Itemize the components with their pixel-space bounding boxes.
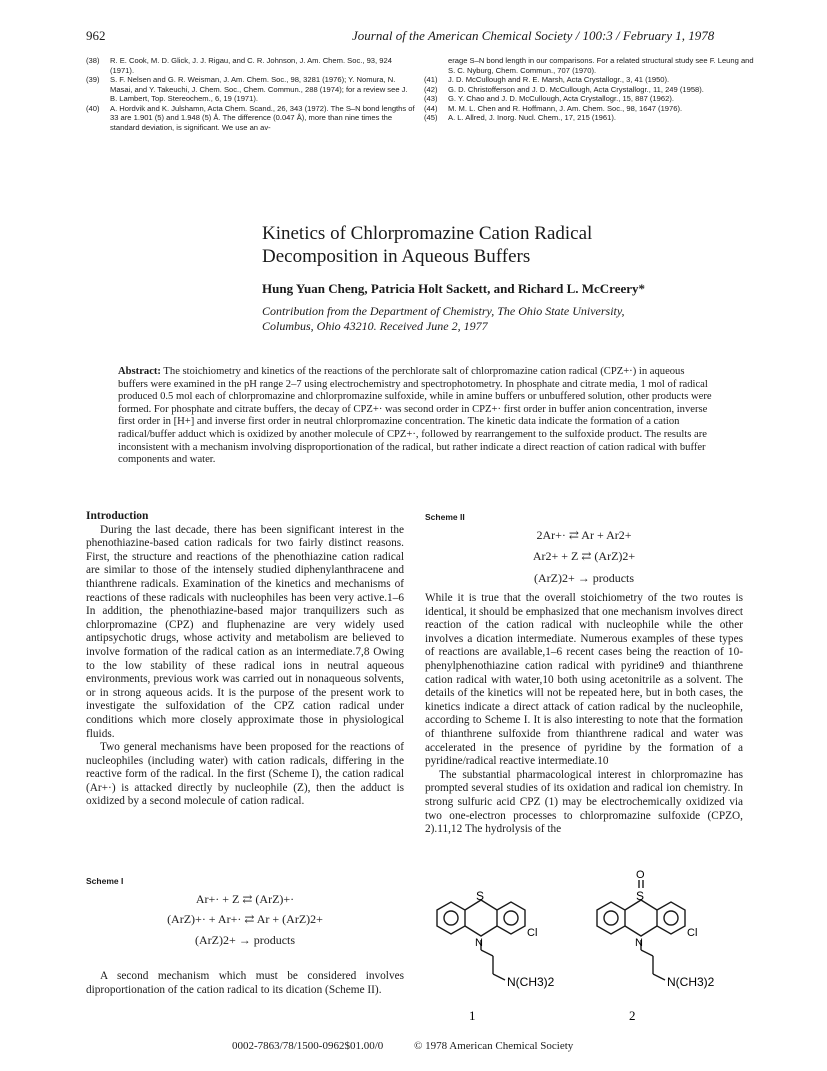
atom-S-2: S	[636, 889, 645, 903]
scheme-1-equation-1: Ar+· + Z ⇄ (ArZ)+·	[195, 892, 295, 906]
abstract	[118, 366, 714, 467]
reference-45: (45) A. L. Allred, J. Inorg. Nucl. Chem., 17, 215 (1961).	[424, 113, 616, 122]
reference-44: (44) M. M. L. Chen and R. Hoffmann, J. Am. Chem. Soc., 98, 1647 (1976).	[424, 103, 683, 113]
chemical-structures	[425, 870, 755, 1030]
references-left	[86, 56, 416, 132]
atom-N-2: N	[635, 937, 643, 949]
reference-41: (41) J. D. McCullough and R. E. Marsh, Acta Crystallogr., 3, 41 (1950).	[424, 75, 670, 84]
scheme-2-equation-1: 2Ar+· ⇄ Ar + Ar2+	[536, 528, 632, 542]
intro-paragraph-3: A second mechanism which must be considered involves diproportionation of the cation radical to its dication (Scheme II).	[86, 970, 404, 996]
structure-2-label: 2	[629, 1008, 636, 1023]
atom-S-1: S	[476, 889, 485, 903]
article-title: Kinetics of Chlorpromazine Cation Radical Decomposition in Aqueous Buffers	[262, 223, 593, 267]
reference-39: (39) S. F. Nelsen and G. R. Weisman, J. Am. Chem. Soc., 98, 3281 (1976); Y. Nomura, N. Masai, and Y. Takeuchi, J. Chem. Soc., Chem. Commun., 288 (1974); for a review see J. B. Lambert, Top. Stereochem., 6, 19 (1971).	[86, 75, 408, 103]
reference-43: (43) G. Y. Chao and J. D. McCullough, Acta Crystallogr., 15, 887 (1962).	[424, 94, 674, 103]
reference-40: (40) A. Hordvik and K. Julshamn, Acta Chem. Scand., 26, 343 (1972). The S–N bond lengths of 33 are 1.901 (5) and 1.948 (5) Å. The difference (0.047 Å), more than nine times the standard deviation, is significant. We use an av-	[86, 103, 415, 132]
side-chain-2: N(CH3)2	[667, 975, 715, 989]
right-paragraph-1: While it is true that the overall stoichiometry of the two routes is identical, it should be emphasized that one mechanism involves direct reaction of the cation radical with nucleophile while the other involves a dication intermediate. Numerous examples of these types of reactions are available,1–6 recent cases being the reaction of 10-phenylphenothiazine cation radical with pyridine9 and thianthrene cation radical with water,10 both using acetonitrile as a solvent. The details of the kinetics will not be repeated here, but in both cases, the kinetics indicate a direct attack of cation radical by the nucleophile, according to Scheme I. It is also interesting to note that the formation of thianthrene sulfoxide from thianthrene radical and water was accelerated in the presence of pyridine by the formation of a pyridine/radical reactive intermediate.10	[425, 592, 743, 768]
atom-O-2: O	[636, 870, 645, 881]
structure-1-label: 1	[469, 1008, 476, 1023]
abstract-label: Abstract:	[118, 366, 161, 377]
running-head: Journal of the American Chemical Society / 100:3 / February 1, 1978	[352, 28, 715, 43]
right-column-text	[425, 592, 743, 837]
atom-Cl-2: Cl	[687, 927, 698, 939]
side-chain-1: N(CH3)2	[507, 975, 555, 989]
footer-copyright: © 1978 American Chemical Society	[414, 1040, 574, 1052]
atom-Cl-1: Cl	[527, 927, 538, 939]
reference-42: (42) G. D. Christofferson and J. D. McCullough, Acta Crystallogr., 11, 249 (1958).	[424, 84, 704, 94]
page-number: 962	[86, 28, 106, 43]
scheme-1-equation-3: (ArZ)2+ → products	[194, 933, 296, 947]
scheme-2-equation-2: Ar2+ + Z ⇄ (ArZ)2+	[532, 549, 636, 563]
reference-40-continuation: erage S–N bond length in our comparisons. For a related structural study see F. Leung and S. C. Nyburg, Chem. Commun., 707 (1970).	[448, 56, 754, 75]
left-column	[86, 510, 404, 809]
section-heading-introduction: Introduction	[86, 510, 149, 522]
affiliation: Contribution from the Department of Chemistry, The Ohio State University, Columbus, Ohio 43210. Received June 2, 1977	[262, 304, 625, 333]
abstract-text: The stoichiometry and kinetics of the reactions of the perchlorate salt of chlorpromazine cation radical (CPZ+·) in aqueous buffers were examined in the pH range 2–7 using electrochemistry and spectrophotometry. In phosphate and citrate media, 1 mol of radical produced 0.5 mol each of chlorpromazine and chlorpromazine sulfoxide, while in amine buffers or unbuffered solution, other products were formed. For phosphate and citrate buffers, the decay of CPZ+· was second order in CPZ+· first order in buffer anion concentration, inverse first order in [H+] and inverse first order in neutral chlorpromazine concentration. The kinetic data indicate the formation of a cation radical/buffer adduct which is oxidized by another molecule of CPZ+·, followed by rearrangement to the sulfoxide product. The results are inconsistent with a mechanism involving disproportionation of the radical, but rather indicate a direct reaction of cation radical with buffer components and water.	[118, 366, 712, 466]
intro-paragraph-2: Two general mechanisms have been proposed for the reactions of nucleophiles (including water) with cation radicals, differing in the reactive form of the radical. In the first (Scheme I), the cation radical (Ar+·) is attacked directly by nucleophile (Z), then the adduct is oxidized by a second molecule of cation radical.	[86, 741, 404, 808]
footer-code: 0002-7863/78/1500-0962$01.00/0	[232, 1040, 384, 1052]
scheme-2-label: Scheme II	[425, 512, 465, 522]
references-right	[424, 56, 754, 123]
scheme-1-equation-2: (ArZ)+· + Ar+· ⇄ Ar + (ArZ)2+	[167, 912, 323, 926]
scheme-2-equation-3: (ArZ)2+ → products	[533, 571, 635, 585]
reference-38: (38) R. E. Cook, M. D. Glick, J. J. Rigau, and C. R. Johnson, J. Am. Chem. Soc., 93, 924 (1971).	[86, 56, 392, 75]
authors: Hung Yuan Cheng, Patricia Holt Sackett, and Richard L. McCreery*	[262, 281, 646, 296]
scheme-1-label: Scheme I	[86, 876, 124, 886]
atom-N-1: N	[475, 937, 483, 949]
intro-paragraph-1: During the last decade, there has been significant interest in the phenothiazine-based cation radicals for two fairly distinct reasons. First, the structure and reactions of the phenothiazine cation radical are similar to those of the intensely studied diphenylanthracene and thianthrene radicals. Examination of the kinetics and mechanisms of reactions of these radicals with nucleophiles has been very active.1–6 In addition, the phenothiazine-based major tranquilizers such as chlorpromazine (CPZ) and fluphenazine are very widely used antipsychotic drugs, whose activity and metabolism are believed to involve formation of the radical cation as an intermediate.7,8 Owing to the low stability of these radical ions in neutral aqueous environments, previous work was carried out in nonaqueous solvents, or in strong aqueous acids. It is the purpose of the present work to investigate the sulfoxidation of the CPZ cation radical under conditions which more closely approximate those in physiological fluids.	[86, 523, 404, 740]
right-paragraph-2: The substantial pharmacological interest in chlorpromazine has prompted several studies of its oxidation and radical ion chemistry. In strong sulfuric acid CPZ (1) may be electrochemically oxidized via two one-electron processes to chlorpromazine sulfoxide (CPZO, 2).11,12 The hydrolysis of the	[425, 768, 743, 836]
